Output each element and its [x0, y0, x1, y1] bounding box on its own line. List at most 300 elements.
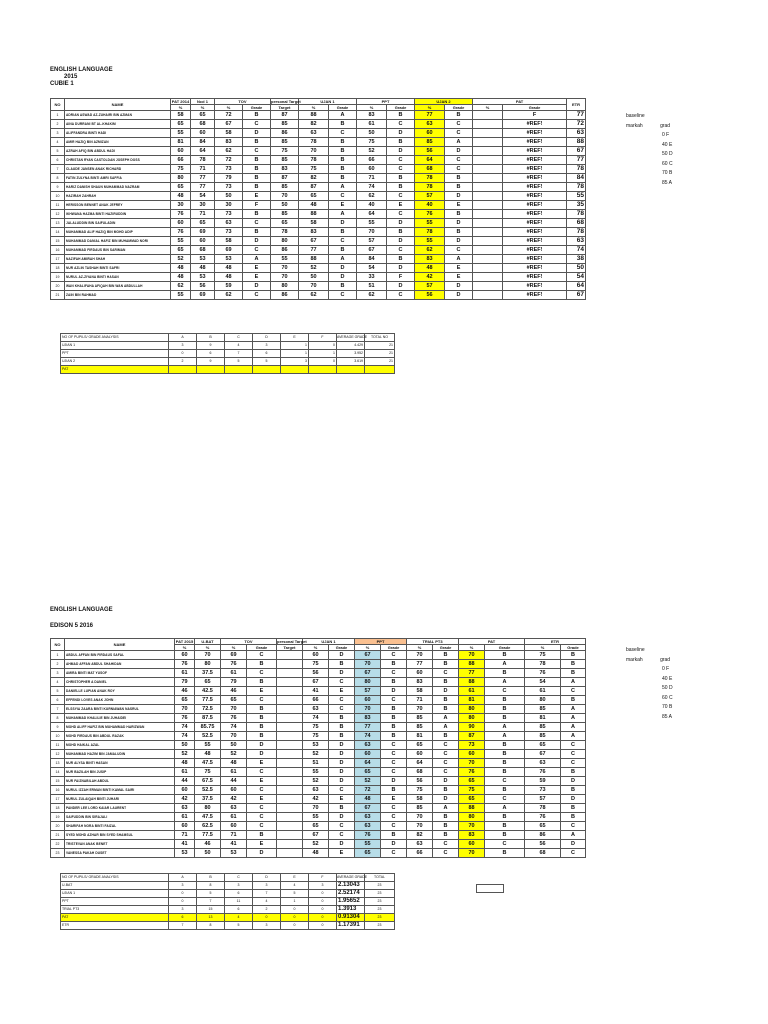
mark-cell: 56: [191, 282, 215, 291]
mark-cell: 85: [271, 183, 299, 192]
mark-cell: B: [381, 831, 407, 840]
doc2-sub-header: %: [407, 645, 433, 651]
stats-header-cell: F: [309, 874, 337, 882]
mark-cell: 54: [191, 192, 215, 201]
mark-cell: C: [387, 120, 415, 129]
mark-cell: D: [387, 264, 415, 273]
etr-value: 64: [567, 282, 586, 291]
mark-cell: 77.5: [195, 831, 221, 840]
mark-cell: D: [387, 282, 415, 291]
mark-cell: 55: [171, 129, 191, 138]
mark-cell: 62: [415, 246, 445, 255]
mark-cell: 65: [525, 741, 561, 750]
stats-value: 21: [365, 350, 395, 358]
row-number: 15: [51, 237, 65, 246]
mark-cell: C: [329, 129, 357, 138]
baseline-grade: 40 E: [662, 675, 673, 682]
mark-cell: [277, 732, 303, 741]
student-name: MOHD ALIFF HAFIZ BIN MUHAMMAD HARIZWAN: [65, 723, 175, 732]
mark-cell: 77: [459, 669, 485, 678]
mark-cell: 41: [175, 840, 195, 849]
mark-cell: 71: [191, 165, 215, 174]
mark-cell: 70: [175, 705, 195, 714]
mark-cell: 83: [215, 138, 243, 147]
mark-cell: 80: [271, 237, 299, 246]
mark-cell: A: [561, 723, 586, 732]
stats-value: 3: [169, 342, 197, 350]
mark-cell: 80: [195, 804, 221, 813]
student-name: MUHAMMAD KHALILIE BIN JUHAIDEI: [65, 714, 175, 723]
mark-cell: 60: [407, 750, 433, 759]
mark-cell: D: [247, 750, 277, 759]
mark-cell: #REF!: [503, 282, 567, 291]
mark-cell: 73: [215, 165, 243, 174]
stats-header-cell: TOTAL NO: [365, 334, 395, 342]
mark-cell: [473, 192, 503, 201]
mark-cell: E: [243, 273, 271, 282]
mark-cell: 83: [299, 228, 329, 237]
mark-cell: C: [381, 822, 407, 831]
stats-value: 23: [365, 914, 395, 922]
mark-cell: C: [247, 696, 277, 705]
mark-cell: 73: [215, 210, 243, 219]
mark-cell: 88: [459, 660, 485, 669]
row-number: 5: [51, 147, 65, 156]
baseline-grade: 70 B: [662, 170, 673, 176]
mark-cell: [277, 705, 303, 714]
mark-cell: 60: [221, 822, 247, 831]
mark-cell: 72.5: [195, 705, 221, 714]
doc1-legend-baseline: baseline: [626, 113, 645, 119]
mark-cell: 88: [299, 210, 329, 219]
mark-cell: [277, 669, 303, 678]
mark-cell: 50: [221, 741, 247, 750]
mark-cell: [473, 120, 503, 129]
doc2-col-header: NO: [51, 639, 65, 651]
student-name: SAIFUDDIN BIN SIRAJALI: [65, 813, 175, 822]
mark-cell: 74: [303, 714, 329, 723]
mark-cell: 58: [215, 129, 243, 138]
mark-cell: 65: [171, 183, 191, 192]
row-number: 3: [51, 669, 65, 678]
mark-cell: #REF!: [503, 219, 567, 228]
mark-cell: C: [433, 768, 459, 777]
mark-cell: 50: [175, 741, 195, 750]
mark-cell: D: [445, 282, 473, 291]
mark-cell: B: [243, 174, 271, 183]
stats-header-cell: C: [225, 334, 253, 342]
table-row: [51, 174, 586, 183]
mark-cell: D: [329, 750, 355, 759]
mark-cell: 58: [171, 111, 191, 120]
mark-cell: [473, 183, 503, 192]
student-name: CHRISTOPHER A DANIEL: [65, 678, 175, 687]
mark-cell: 52: [171, 255, 191, 264]
doc2-sub-header: Grade: [247, 645, 277, 651]
mark-cell: D: [329, 669, 355, 678]
mark-cell: C: [381, 741, 407, 750]
row-number: 5: [51, 687, 65, 696]
mark-cell: C: [561, 822, 586, 831]
stats-value: 5: [225, 358, 253, 366]
mark-cell: #REF!: [503, 192, 567, 201]
mark-cell: 70: [459, 759, 485, 768]
doc2-sub-header: %: [355, 645, 381, 651]
doc2-marks-table: [50, 638, 586, 858]
mark-cell: 64: [415, 156, 445, 165]
doc2-legend-baseline: baseline: [626, 647, 645, 653]
mark-cell: 77: [299, 246, 329, 255]
doc2-sub-header: %: [221, 645, 247, 651]
mark-cell: [473, 156, 503, 165]
mark-cell: 78: [191, 156, 215, 165]
mark-cell: B: [329, 174, 357, 183]
mark-cell: E: [329, 687, 355, 696]
mark-cell: C: [329, 696, 355, 705]
doc2-title-line1: ENGLISH LANGUAGE: [50, 607, 113, 613]
mark-cell: C: [445, 156, 473, 165]
mark-cell: [277, 723, 303, 732]
mark-cell: 53: [215, 255, 243, 264]
mark-cell: D: [381, 840, 407, 849]
mark-cell: 70: [271, 273, 299, 282]
mark-cell: B: [445, 111, 473, 120]
mark-cell: C: [381, 849, 407, 858]
doc1-sub-header: Grade: [329, 105, 357, 111]
mark-cell: 72: [355, 786, 381, 795]
mark-cell: 76: [525, 813, 561, 822]
doc1-col-header: PPT: [357, 99, 415, 105]
mark-cell: C: [243, 147, 271, 156]
mark-cell: 67: [355, 669, 381, 678]
stats-value: [309, 366, 337, 374]
mark-cell: B: [329, 138, 357, 147]
stats-row: [61, 898, 395, 906]
mark-cell: 81: [171, 138, 191, 147]
stats-value: [365, 366, 395, 374]
baseline-grade: 50 D: [662, 151, 673, 157]
mark-cell: E: [247, 687, 277, 696]
student-name: SYED MOHD AZHAR BIN SYED SHAMSUL: [65, 831, 175, 840]
mark-cell: C: [247, 786, 277, 795]
mark-cell: 86: [271, 246, 299, 255]
stats-value: 3: [253, 922, 281, 930]
table-row: [51, 732, 586, 741]
mark-cell: 56: [415, 147, 445, 156]
mark-cell: #REF!: [503, 201, 567, 210]
row-number: 10: [51, 192, 65, 201]
mark-cell: C: [247, 822, 277, 831]
mark-cell: 85: [407, 804, 433, 813]
stats-value: 3: [169, 906, 197, 914]
mark-cell: 69: [191, 228, 215, 237]
mark-cell: D: [329, 840, 355, 849]
stats-value: 7: [169, 922, 197, 930]
mark-cell: 70: [299, 282, 329, 291]
mark-cell: 80: [195, 660, 221, 669]
mark-cell: 80: [459, 813, 485, 822]
mark-cell: E: [445, 273, 473, 282]
mark-cell: 75: [407, 786, 433, 795]
mark-cell: E: [243, 192, 271, 201]
mark-cell: 62: [215, 291, 243, 300]
mark-cell: 61: [357, 120, 387, 129]
mark-cell: C: [329, 786, 355, 795]
mark-cell: [473, 147, 503, 156]
row-number: 21: [51, 831, 65, 840]
mark-cell: 50: [271, 201, 299, 210]
mark-cell: 60: [355, 750, 381, 759]
mark-cell: 55: [415, 237, 445, 246]
mark-cell: 83: [355, 714, 381, 723]
mark-cell: 48: [171, 273, 191, 282]
table-row: [51, 777, 586, 786]
mark-cell: B: [433, 813, 459, 822]
mark-cell: 68: [191, 246, 215, 255]
stats-value: [197, 366, 225, 374]
mark-cell: B: [381, 678, 407, 687]
table-row: [51, 768, 586, 777]
mark-cell: 52: [299, 264, 329, 273]
mark-cell: 60: [171, 219, 191, 228]
mark-cell: [277, 678, 303, 687]
mark-cell: 75: [357, 138, 387, 147]
mark-cell: 30: [191, 201, 215, 210]
mark-cell: 83: [459, 831, 485, 840]
row-number: 3: [51, 129, 65, 138]
mark-cell: 80: [459, 705, 485, 714]
mark-cell: 58: [407, 795, 433, 804]
mark-cell: 51: [303, 759, 329, 768]
mark-cell: 76: [459, 768, 485, 777]
stats-value: 0: [169, 350, 197, 358]
stats-value: 13: [197, 914, 225, 922]
mark-cell: 54: [525, 678, 561, 687]
row-number: 7: [51, 705, 65, 714]
table-row: [51, 714, 586, 723]
mark-cell: 71: [221, 831, 247, 840]
mark-cell: [473, 201, 503, 210]
mark-cell: 76: [221, 714, 247, 723]
mark-cell: C: [445, 165, 473, 174]
mark-cell: D: [329, 759, 355, 768]
mark-cell: 50: [195, 849, 221, 858]
mark-cell: 61: [221, 813, 247, 822]
mark-cell: 73: [215, 183, 243, 192]
mark-cell: D: [561, 840, 586, 849]
doc1-title: [50, 67, 113, 88]
mark-cell: B: [485, 849, 525, 858]
mark-cell: B: [433, 831, 459, 840]
mark-cell: #REF!: [503, 273, 567, 282]
mark-cell: #REF!: [503, 237, 567, 246]
mark-cell: 57: [357, 237, 387, 246]
mark-cell: #REF!: [503, 174, 567, 183]
doc1-legend-markah: markah: [626, 122, 643, 129]
doc1-sub-header: %: [215, 105, 243, 111]
mark-cell: B: [247, 660, 277, 669]
doc1-sub-header: Grade: [503, 105, 567, 111]
student-name: AZRAH AFIQ BIN ABDUL HADI: [65, 147, 171, 156]
mark-cell: B: [247, 723, 277, 732]
mark-cell: 65: [303, 822, 329, 831]
doc2-sub-header: Grade: [561, 645, 586, 651]
mark-cell: A: [485, 660, 525, 669]
etr-value: 72: [567, 120, 586, 129]
table-row: [51, 129, 586, 138]
mark-cell: 66: [407, 849, 433, 858]
mark-cell: A: [433, 804, 459, 813]
row-number: 8: [51, 714, 65, 723]
stats-value: 3: [309, 882, 337, 890]
table-row: [51, 255, 586, 264]
baseline-grade: 0 F: [662, 132, 670, 138]
mark-cell: 56: [303, 669, 329, 678]
mark-cell: B: [381, 732, 407, 741]
doc2-col-header: UJAN 1: [303, 639, 355, 645]
table-row: [51, 237, 586, 246]
mark-cell: [277, 750, 303, 759]
mark-cell: 77: [415, 111, 445, 120]
mark-cell: 74: [175, 723, 195, 732]
mark-cell: B: [381, 660, 407, 669]
mark-cell: 41: [303, 687, 329, 696]
mark-cell: B: [243, 111, 271, 120]
mark-cell: 55: [415, 219, 445, 228]
doc1-title-line1: ENGLISH LANGUAGE: [50, 67, 113, 73]
mark-cell: 50: [299, 273, 329, 282]
mark-cell: D: [329, 741, 355, 750]
mark-cell: 64: [355, 759, 381, 768]
mark-cell: C: [387, 192, 415, 201]
mark-cell: 70: [407, 705, 433, 714]
stats-value: 1: [309, 350, 337, 358]
mark-cell: 67: [303, 831, 329, 840]
mark-cell: 70: [407, 822, 433, 831]
mark-cell: [473, 129, 503, 138]
mark-cell: 81: [459, 696, 485, 705]
mark-cell: D: [561, 777, 586, 786]
mark-cell: [277, 777, 303, 786]
stats-row: [61, 882, 395, 890]
mark-cell: C: [329, 705, 355, 714]
table-row: [51, 120, 586, 129]
mark-cell: 68: [407, 768, 433, 777]
stats-header-cell: NO OF PUPILS/ GRADE ANALYSIS: [61, 334, 169, 342]
stats-value: 0: [309, 906, 337, 914]
mark-cell: 41: [221, 840, 247, 849]
mark-cell: 30: [215, 201, 243, 210]
stats-value: 5: [253, 358, 281, 366]
mark-cell: C: [381, 696, 407, 705]
doc1-sub-header: Grade: [387, 105, 415, 111]
mark-cell: [473, 246, 503, 255]
mark-cell: C: [561, 741, 586, 750]
stats-value: 0: [309, 922, 337, 930]
mark-cell: 63: [407, 840, 433, 849]
stats-value: 4: [225, 342, 253, 350]
mark-cell: 66: [303, 696, 329, 705]
mark-cell: 79: [215, 174, 243, 183]
mark-cell: 48: [191, 264, 215, 273]
mark-cell: D: [329, 264, 357, 273]
stats-value: 5: [281, 890, 309, 898]
mark-cell: 42: [303, 795, 329, 804]
mark-cell: 46: [221, 687, 247, 696]
mark-cell: C: [329, 237, 357, 246]
mark-cell: B: [561, 786, 586, 795]
stats-value: 23: [365, 882, 395, 890]
stats-row: [61, 922, 395, 930]
mark-cell: C: [433, 840, 459, 849]
stats-header-cell: NO OF PUPILS/ GRADE ANALYSIS: [61, 874, 169, 882]
stats-value: [169, 366, 197, 374]
student-name: WAN KHALIFAHA AFIQAH BIN WAN ABDULLAH: [65, 282, 171, 291]
doc1-col-header: TOV: [215, 99, 271, 105]
mark-cell: 62: [215, 147, 243, 156]
mark-cell: 80: [459, 714, 485, 723]
mark-cell: B: [387, 255, 415, 264]
mark-cell: B: [329, 804, 355, 813]
mark-cell: 59: [525, 777, 561, 786]
baseline-grade: 70 B: [662, 704, 673, 710]
mark-cell: 47.5: [195, 759, 221, 768]
mark-cell: 70: [357, 228, 387, 237]
stats-header-cell: E: [281, 874, 309, 882]
mark-cell: 56: [407, 777, 433, 786]
stats-header-cell: TOTAL: [365, 874, 395, 882]
row-number: 4: [51, 138, 65, 147]
mark-cell: B: [433, 696, 459, 705]
mark-cell: 84: [191, 138, 215, 147]
row-number: 12: [51, 750, 65, 759]
mark-cell: 70: [459, 849, 485, 858]
stats-value: 2: [169, 358, 197, 366]
stats-label: UJIAN 1: [61, 890, 169, 898]
mark-cell: B: [247, 732, 277, 741]
mark-cell: 52: [303, 840, 329, 849]
mark-cell: A: [485, 732, 525, 741]
mark-cell: C: [381, 768, 407, 777]
mark-cell: 85: [271, 138, 299, 147]
stats-label: U-BAT: [61, 882, 169, 890]
mark-cell: 84: [357, 255, 387, 264]
mark-cell: B: [485, 714, 525, 723]
mark-cell: 65: [271, 219, 299, 228]
mark-cell: 69: [221, 651, 247, 660]
student-name: EFFENDI LOVES ANAK JOHN: [65, 696, 175, 705]
mark-cell: 68: [415, 165, 445, 174]
mark-cell: E: [387, 201, 415, 210]
row-number: 12: [51, 210, 65, 219]
stats-value: 6: [197, 350, 225, 358]
mark-cell: [277, 804, 303, 813]
mark-cell: C: [445, 129, 473, 138]
stats-value: 0.91304: [337, 914, 365, 922]
student-name: MUHAMMAD HAZIM BIN JAMALUDIN: [65, 750, 175, 759]
stats-value: 0: [309, 358, 337, 366]
mark-cell: 83: [357, 111, 387, 120]
stats-label: UJIAN 1: [61, 342, 169, 350]
mark-cell: 77: [407, 660, 433, 669]
mark-cell: 60: [303, 651, 329, 660]
mark-cell: 87: [299, 183, 329, 192]
doc2-sub-header: %: [175, 645, 195, 651]
mark-cell: [473, 138, 503, 147]
mark-cell: B: [329, 714, 355, 723]
mark-cell: #REF!: [503, 129, 567, 138]
stats-label: UJIAN 2: [61, 358, 169, 366]
